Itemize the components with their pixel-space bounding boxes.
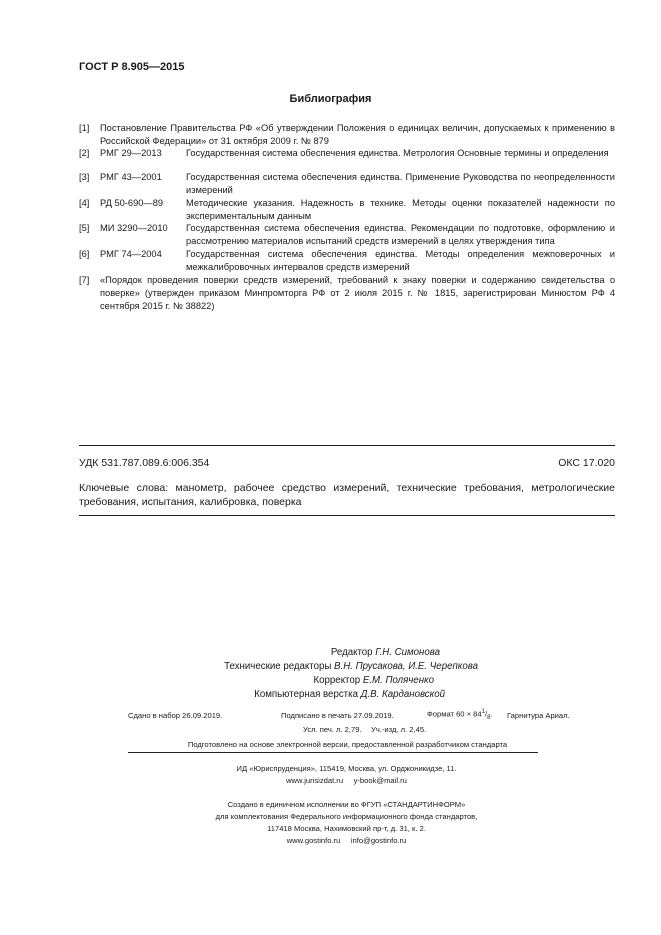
publication-sheets: Уч.-изд. л. 2,45. [371, 725, 427, 734]
typeface: Гарнитура Ариал. [507, 711, 570, 720]
bibliography-item-code: РМГ 43—2001 [100, 172, 162, 182]
producer-line-1: Создано в единичном исполнении во ФГУП «СТАНДАРТИНФОРМ» [227, 800, 466, 809]
bibliography-item [79, 248, 615, 274]
bibliography-item [79, 197, 615, 223]
producer-website: www.gostinfo.ru [286, 836, 341, 845]
submitted-date: Сдано в набор 26.09.2019. [128, 711, 223, 720]
producer-contacts [16, 835, 661, 847]
bibliography-item [79, 122, 615, 148]
bibliography-item-text: Методические указания. Надежность в технике. Методы оценки показателей надежности по экспериментальным данным [186, 198, 615, 221]
bibliography-item [79, 147, 615, 160]
publisher-email: y-book@mail.ru [353, 776, 407, 785]
bibliography-item-text: Постановление Правительства РФ «Об утверждении Положения о единицах величин, допускаемых к применению в Российской Федерации» от 31 октября 2009 г. № 879 [100, 123, 615, 146]
editor-name: Г.Н. Симонова [375, 647, 440, 658]
layout-name: Д.В. Кардановской [360, 689, 445, 700]
keywords: Ключевые слова: манометр, рабочее средство измерений, технические требования, метрологические требования, испытания, калибровка, поверка [79, 482, 615, 508]
divider [128, 752, 538, 753]
bibliography-item-code: РМГ 74—2004 [100, 249, 162, 259]
signed-date: Подписано в печать 27.09.2019. [281, 711, 394, 720]
bibliography-item-number: [4] [79, 198, 90, 208]
bibliography-item-text: Государственная система обеспечения единства. Методы определения межповерочных и межкалибровочных интервалов средств измерений [186, 249, 615, 272]
divider [79, 515, 615, 516]
corrector-name: Е.М. Поляченко [362, 675, 434, 686]
bibliography-item [79, 171, 615, 197]
bibliography-item [79, 274, 615, 313]
bibliography-title: Библиография [289, 93, 372, 105]
bibliography-item-text: Государственная система обеспечения единства. Рекомендации по подготовке, оформлению и рассмотрению материалов испытаний средств измерений в целях утверждения типа [186, 223, 615, 246]
paper-format: Формат $60 \times 84^1/_8$. [427, 709, 493, 722]
publisher-address: ИД «Юриспруденция», 115419, Москва, ул. Орджоникидзе, 11. [236, 764, 457, 773]
corrector-label: Корректор [313, 675, 361, 686]
document-code: ГОСТ Р 8.905—2015 [79, 61, 185, 73]
format-denominator: 8 [487, 715, 491, 722]
credits-block [200, 646, 490, 702]
publisher-website: www.jurisizdat.ru [286, 776, 344, 785]
bibliography-item-number: [2] [79, 148, 90, 158]
bibliography-item [79, 222, 615, 248]
bibliography-item-text: Государственная система обеспечения единства. Метрология Основные термины и определения [186, 148, 609, 158]
bibliography-item-code: РД 50-690—89 [100, 198, 164, 208]
bibliography-item-code: РМГ 29—2013 [100, 148, 162, 158]
printed-sheets: Усл. печ. л. 2,79. [303, 725, 362, 734]
prepared-note: Подготовлено на основе электронной версии, предоставленной разработчиком стандарта [187, 740, 508, 749]
oks-code: ОКС 17.020 [558, 457, 615, 469]
format-prefix: Формат 60 × 84 [427, 709, 482, 719]
divider [79, 445, 615, 446]
format-numerator: 1 [481, 709, 485, 715]
publisher-contacts [16, 775, 661, 787]
bibliography-item-number: [7] [79, 275, 90, 285]
bibliography-item-number: [6] [79, 249, 90, 259]
bibliography-item-text: «Порядок проведения поверки средств измерений, требований к знаку поверки и содержанию свидетельства о поверке» (утвержден приказом Минпромторга РФ от 2 июля 2015 г. № 1815, зарегистрирован Минюстом РФ 4 сентября 2015 г. № 38822) [100, 275, 615, 311]
tech-editors-label: Технические редакторы [224, 661, 332, 672]
tech-editors-names: В.Н. Прусакова, И.Е. Черепкова [334, 661, 478, 672]
udk-code: УДК 531.787.089.6:006.354 [79, 457, 210, 469]
bibliography-item-text: Государственная система обеспечения единства. Применение Руководства по неопределенности измерений [186, 172, 615, 195]
bibliography-item-number: [3] [79, 172, 90, 182]
layout-label: Компьютерная верстка [254, 689, 358, 700]
producer-line-2: для комплектования Федерального информационного фонда стандартов, [215, 812, 478, 821]
producer-email: info@gostinfo.ru [350, 836, 407, 845]
bibliography-item-number: [1] [79, 123, 90, 133]
editor-label: Редактор [330, 647, 373, 658]
bibliography-item-code: МИ 3290—2010 [100, 223, 168, 233]
bibliography-item-number: [5] [79, 223, 90, 233]
producer-address: 117418 Москва, Нахимовский пр-т, д. 31, к. 2. [267, 824, 426, 833]
